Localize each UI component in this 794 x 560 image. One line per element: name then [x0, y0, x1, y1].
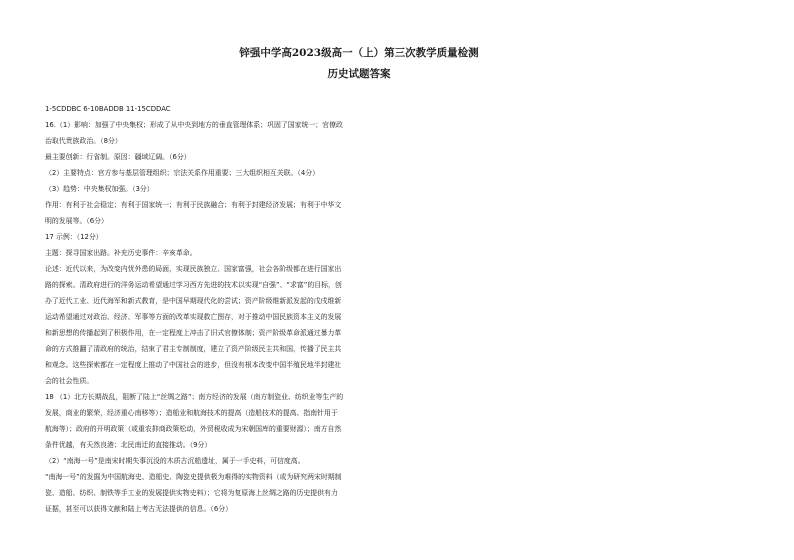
page-title: 锌强中学高2023级高一（上）第三次教学质量检测 [239, 47, 479, 59]
answer-line: 17 示例：（12分） [45, 233, 103, 241]
answer-line: （2）主要特点：官方参与基层管理组织；宗法关系作用重要；三大组织相互关联。（4分） [45, 169, 320, 177]
answer-line: （3）趋势：中央集权加强。（3分） [45, 185, 154, 193]
answer-line: （2）“南海一号”是南宋时期失事沉没的木质古沉船遗址，属于一手史料，可信度高。 [45, 457, 305, 465]
answer-line: 16.（1）影响：加强了中央集权；形成了从中央到地方的垂直管理体系；巩固了国家统一；官僚政 [45, 121, 343, 129]
answer-line: 治取代贵族政治。（8分） [45, 137, 122, 145]
answer-line: 命的方式推翻了清政府的统治，结束了君主专制制度，建立了资产阶级民主共和国，传播了民主共 [45, 345, 342, 353]
answer-line: 瓷、造船、纺织、制铁等手工业的发展提供实物史料）；它将为复原海上丝绸之路的历史提供有力 [45, 489, 338, 497]
answer-line: 明的发展等。（6分） [45, 217, 108, 225]
page-subtitle: 历史试题答案 [327, 68, 391, 80]
answer-line: 证据，甚至可以获得文献和陆上考古无法提供的信息。（6分） [45, 505, 232, 513]
answer-line: 发展，商业的繁荣，经济重心南移等）；造船业和航海技术的提高（造船技术的提高、指南针用于 [45, 409, 338, 417]
answer-line: 条件优越，有天然良港；北民南迁的直接推动。（9分） [45, 441, 212, 449]
answer-line: 论述：近代以来，为改变内忧外患的局面，实现民族独立、国家富强，社会各阶级都在进行国家出 [45, 265, 342, 273]
answer-line: 会的社会性质。 [45, 377, 94, 385]
answer-line: 作用：有利于社会稳定；有利于国家统一；有利于民族融合；有利于封建经济发展；有利于中华文 [45, 201, 342, 209]
answer-line: 办了近代工业、近代海军和新式教育，是中国早期现代化的尝试；资产阶级维新派发起的戊戌维新 [45, 297, 342, 305]
answer-line: 路的探索。清政府进行的洋务运动希望通过学习西方先进的技术以实现“自强”、“求富”的目标，创 [45, 281, 342, 289]
answer-line: 最主要创新：行省制。原因：疆域辽阔。（6分） [45, 153, 191, 161]
answer-line: 主题：探寻国家出路。补充历史事件：辛亥革命。 [45, 249, 197, 257]
answer-line: 1-5CDDBC 6-10BADDB 11-15CDDAC [45, 105, 171, 113]
answer-line: 运动希望通过对政治、经济、军事等方面的改革实现救亡图存，对于推动中国民族资本主义的发展 [45, 313, 342, 321]
answer-line: 和观念。这些探索都在一定程度上推动了中国社会的进步，但没有根本改变中国半殖民地半封建社 [45, 361, 342, 369]
answer-line: 航海等）；政府的开明政策（或重农抑商政策松动，外贸税收成为宋朝国库的重要财源）；南方自然 [45, 425, 342, 433]
answer-line: 18 （1）北方长期战乱，阻断了陆上“丝绸之路”；南方经济的发展（南方制瓷业、纺织业等生产的 [45, 393, 344, 401]
answer-line: 和新思想的传播起到了积极作用，在一定程度上冲击了旧式官僚体制；资产阶级革命派通过暴力革 [45, 329, 342, 337]
answer-line: “南海一号”的发掘为中国航海史、造船史、陶瓷史提供极为难得的实物资料（或为研究两宋时期制 [45, 473, 342, 481]
